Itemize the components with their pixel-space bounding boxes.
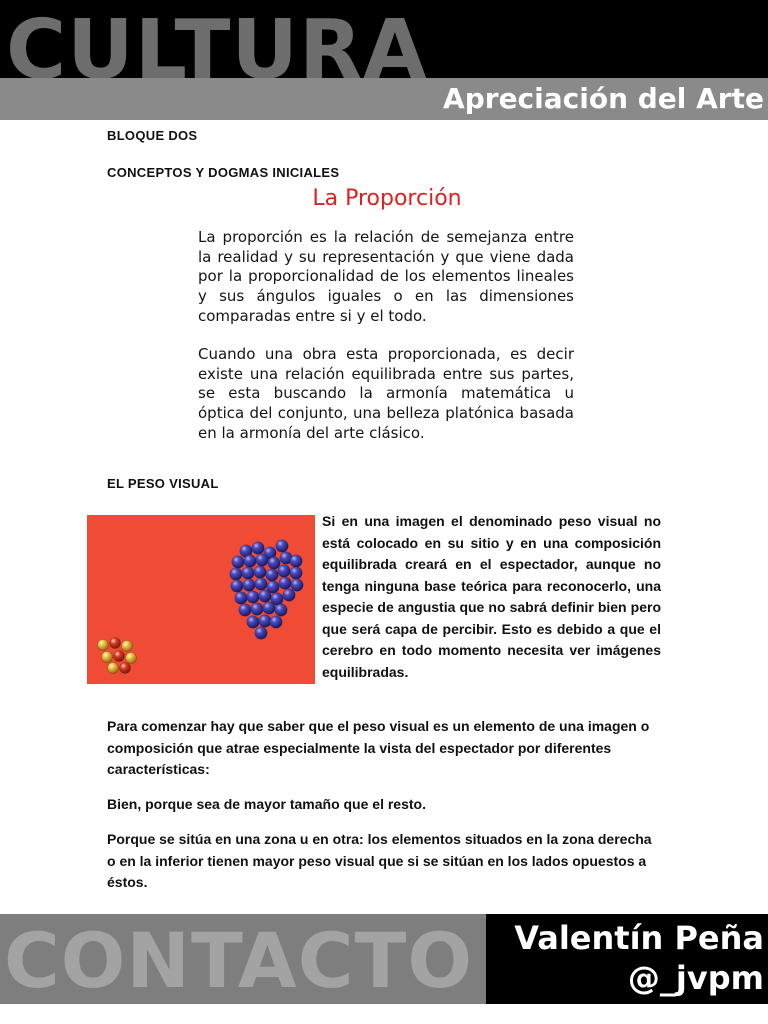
blue-marble xyxy=(252,542,264,554)
peso-visual-heading: EL PESO VISUAL xyxy=(107,476,219,491)
blue-marble xyxy=(291,579,303,591)
slide-title: La Proporción xyxy=(312,186,462,211)
blue-marble xyxy=(231,580,243,592)
header-subtitle: Apreciación del Arte xyxy=(443,82,764,115)
blue-marble xyxy=(244,555,256,567)
blue-marble xyxy=(276,540,288,552)
block-label: BLOQUE DOS xyxy=(107,128,198,143)
slide-paragraph-2: Cuando una obra esta proporcionada, es decir existe una relación equilibrada entre sus partes, se esta buscando la armonía matemática u óptica del conjunto, una belleza platónica basada en la armonía del arte clásico. xyxy=(198,345,574,442)
small-marble xyxy=(120,663,131,674)
blue-marble xyxy=(242,567,254,579)
blue-marble xyxy=(232,556,244,568)
blue-marble xyxy=(255,627,267,639)
blue-marble xyxy=(279,577,291,589)
small-marble xyxy=(102,652,113,663)
blue-marble xyxy=(239,604,251,616)
blue-marble xyxy=(247,591,259,603)
blue-marble xyxy=(290,555,302,567)
peso-visual-paragraph-3: Porque se sitúa en una zona u en otra: los elementos situados en la zona derecha o en la inferior tienen mayor peso visual que si se sitúan en los lados opuestos a éstos. xyxy=(107,831,652,890)
blue-marble xyxy=(259,615,271,627)
header-title-bar xyxy=(0,0,768,78)
blue-marble xyxy=(251,603,263,615)
blue-marble xyxy=(290,567,302,579)
header-title: CULTURA xyxy=(6,3,428,78)
small-marble xyxy=(126,653,137,664)
header-subtitle-band xyxy=(0,78,768,120)
blue-marble xyxy=(275,604,287,616)
blue-marble xyxy=(255,578,267,590)
peso-visual-paragraph-1: Para comenzar hay que saber que el peso visual es un elemento de una imagen o composición que atrae especialmente la vista del espectador por diferentes características: xyxy=(107,718,650,777)
blue-marble xyxy=(268,557,280,569)
blue-marble xyxy=(263,602,275,614)
small-marble xyxy=(98,640,109,651)
blue-marble xyxy=(235,592,247,604)
small-marble xyxy=(108,663,119,674)
footer-contact-label: CONTACTO xyxy=(4,916,473,1004)
small-marble xyxy=(114,651,125,662)
peso-visual-side-text: Si en una imagen el denominado peso visual no está colocado en su sitio y en una composición equilibrada creará en el espectador, aunque no tenga ninguna base teórica para reconocerlo, una especie de angustia que no sabrá definir bien pero que será capa de percibir. Esto es debido a que el cerebro en todo momento necesita ver imágenes equilibradas. xyxy=(322,513,661,680)
blue-marble xyxy=(230,568,242,580)
blue-marble xyxy=(259,590,271,602)
peso-visual-paragraph-2: Bien, porque sea de mayor tamaño que el resto. xyxy=(107,796,426,812)
blue-marble xyxy=(256,554,268,566)
slide-paragraph-1: La proporción es la relación de semejanza entre la realidad y su representación y que viene dada por la proporcionalidad de los elementos lineales y sus ángulos iguales o en las dimensiones comparadas entre si y el todo. xyxy=(198,228,574,325)
small-marble xyxy=(122,641,133,652)
small-marble xyxy=(110,638,121,649)
footer-contact-band xyxy=(0,914,486,1004)
blue-marble xyxy=(247,616,259,628)
marbles-photo xyxy=(87,515,315,684)
blue-marble xyxy=(243,579,255,591)
author-name: Valentín Peña xyxy=(514,919,764,957)
author-handle: @_jvpm xyxy=(627,959,764,997)
footer-author-box xyxy=(486,914,768,1004)
blue-marble xyxy=(270,616,282,628)
blue-marble xyxy=(278,565,290,577)
blue-marble xyxy=(283,589,295,601)
blue-marble xyxy=(266,569,278,581)
blue-marble xyxy=(254,566,266,578)
marbles-illustration xyxy=(87,515,315,684)
section-heading: CONCEPTOS Y DOGMAS INICIALES xyxy=(107,165,340,180)
